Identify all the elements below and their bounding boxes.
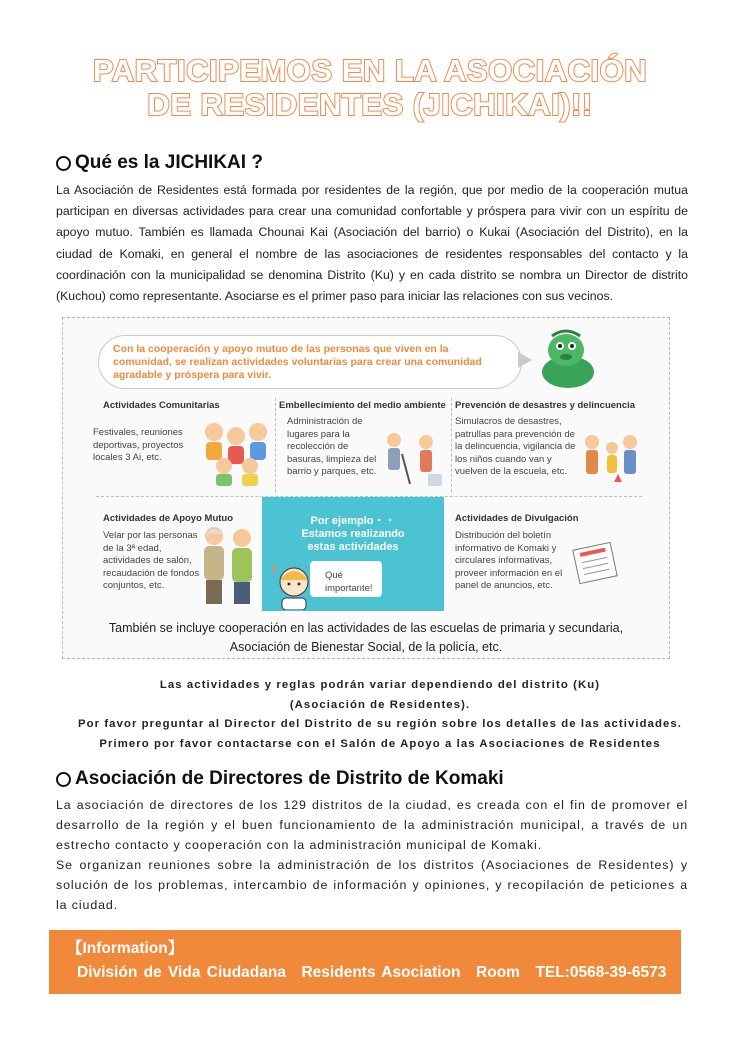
- section-heading-text: Qué es la JICHIKAI ?: [75, 152, 263, 173]
- section-heading-text: Asociación de Directores de Distrito de Komaki: [75, 768, 504, 789]
- elderly-support-icon: [196, 524, 260, 608]
- grid-divider: [275, 398, 276, 492]
- cell-title-environment: Embellecimiento del medio ambiente: [279, 400, 446, 411]
- quote-line-1: Qué: [325, 570, 343, 581]
- cell-title-mutual-support: Actividades de Apoyo Mutuo: [103, 513, 234, 524]
- section-body-jichikai: La Asociación de Residentes está formada por residentes de la región, que por medio de la cooperación mutua participan en diversas actividades para crear una comunidad confortable y próspera para vivir con un espíritu de apoyo mutuo. También es llamada Chounai Kai (Asociación del barrio) o Kukai (Asociación del Distrito), en la ciudad de Komaki, en general el nombre de las asociaciones de residentes responsables del contacto y la coordinación con la municipalidad se denomina Distrito (Ku) y en cada distrito se nombra un Director de distrito (Kuchou) como representante. Asociarse es el primer paso para iniciar las relaciones con sus vecinos.: [56, 183, 688, 304]
- note-line-4: Primero por favor contactarse con el Salón de Apoyo a las Asociaciones de Residentes: [99, 737, 661, 750]
- note-line-2: (Asociación de Residentes).: [289, 698, 471, 711]
- notes-block: [60, 676, 700, 754]
- speech-bubble: Con la cooperación y apoyo mutuo de las personas que viven en la comunidad, se realizan actividades voluntarias para crear una comunidad agradable y próspera para vivir.: [98, 335, 522, 389]
- page-title: [0, 54, 740, 122]
- note-line-3: Por favor preguntar al Director del Distrito de su región sobre los detalles de las actividades.: [77, 718, 683, 731]
- festival-people-icon: [200, 418, 272, 486]
- mascot-character-icon: [532, 328, 602, 390]
- cell-text-prevention: Simulacros de desastres, patrullas para prevención de la delincuencia, vigilancia de los niños cuando van y vuelven de la escuela, etc.: [455, 416, 576, 477]
- family-walking-icon: [580, 432, 646, 490]
- center-line-3: estas actividades: [307, 541, 399, 553]
- svg-text:!: !: [272, 561, 277, 577]
- newsletter-icon: [572, 540, 622, 586]
- circle-bullet-icon: [56, 772, 71, 787]
- cell-title-prevention: Prevención de desastres y delincuencia: [455, 400, 636, 411]
- information-bar: [49, 930, 681, 994]
- cell-text-mutual-support: Velar por las personas de la 3ª edad, actividades de salón, recaudación de fondos conjuntos, etc.: [103, 530, 200, 591]
- directors-paragraph-1: La asociación de directores de los 129 distritos de la ciudad, es creada con el fin de promover el desarrollo de la región y el buen funcionamiento de la administración municipal, a través de un estrecho contacto y cooperación con la administración municipal de Komaki.: [56, 798, 688, 852]
- center-line-2: Estamos realizando: [301, 528, 405, 540]
- section-heading-jichikai: [56, 152, 263, 174]
- cell-text-environment: Administración de lugares para la recolección de basuras, limpieza del barrio y parques, etc.: [287, 416, 377, 477]
- section-body-directors: [56, 795, 688, 915]
- center-line-1: Por ejemplo・・: [310, 515, 396, 527]
- note-line-1: Las actividades y reglas podrán variar dependiendo del distrito (Ku): [159, 679, 601, 691]
- section-heading-directors: [56, 768, 504, 790]
- cell-title-community: Actividades Comunitarias: [103, 400, 220, 411]
- grid-divider: [451, 398, 452, 492]
- cell-title-dissemination: Actividades de Divulgación: [455, 513, 579, 524]
- circle-bullet-icon: [56, 156, 71, 171]
- footer-line-2: Asociación de Bienestar Social, de la policía, etc.: [229, 640, 503, 654]
- cell-text-dissemination: Distribución del boletín informativo de Komaki y circulares informativas, proveer información en el panel de anuncios, etc.: [455, 530, 563, 591]
- footer-line-1: También se incluye cooperación en las actividades de las escuelas de primaria y secundaria,: [108, 621, 624, 635]
- cell-text-community: Festivales, reuniones deportivas, proyectos locales 3 Ai, etc.: [93, 427, 184, 463]
- cleaning-people-icon: [380, 428, 446, 490]
- speech-bubble-tail: [518, 352, 532, 368]
- quote-line-2: importante!: [325, 583, 373, 594]
- quote-text: [325, 569, 373, 595]
- infographic-footer: [62, 619, 670, 657]
- info-label: 【Information】: [67, 940, 184, 957]
- info-contact: División de Vida Ciudadana Residents Asociation Room TEL:0568-39-6573: [77, 964, 667, 981]
- directors-paragraph-2: Se organizan reuniones sobre la administración de los distritos (Asociaciones de Residentes) y solución de los problemas, intercambio de información y opiniones, y recopilación de peticiones a la ciudad.: [56, 858, 688, 912]
- title-line-1: PARTICIPEMOS EN LA ASOCIACIÓN: [92, 53, 648, 88]
- title-line-2: DE RESIDENTES (JICHIKAI)!!: [147, 87, 593, 122]
